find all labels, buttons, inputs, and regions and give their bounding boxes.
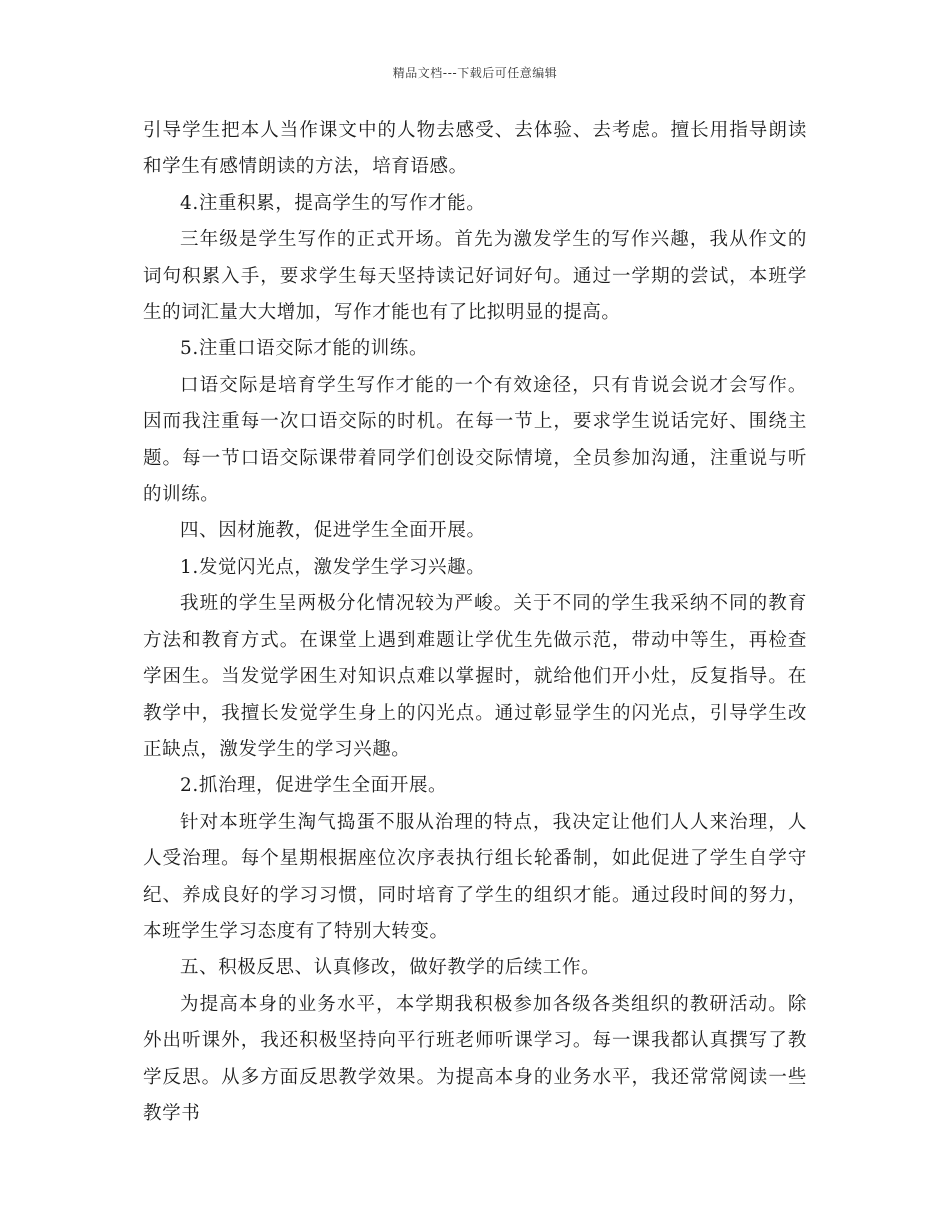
section-heading: 4.注重积累，提高学生的写作才能。 — [180, 192, 486, 214]
page-header: 精品文档---下载后可任意编辑 — [392, 66, 558, 80]
paragraph: 我班的学生呈两极分化情况较为严峻。关于不同的学生我采纳不同的教育方法和教育方式。在课堂上遇到难题让学优生先做示范，带动中等生，再检查学困生。当发觉学困生对知识点难以掌握时，就给他们开小灶，反复指导。在教学中，我擅长发觉学生身上的闪光点。通过彰显学生的闪光点，引导学生改正缺点，激发学生的学习兴趣。 — [143, 593, 807, 760]
document-body — [143, 113, 807, 1132]
paragraph: 口语交际是培育学生写作才能的一个有效途径，只有肯说会说才会写作。因而我注重每一次口语交际的时机。在每一节上，要求学生说话完好、围绕主题。每一节口语交际课带着同学们创设交际情境，全员参加沟通，注重说与听的训练。 — [143, 374, 807, 506]
paragraph: 三年级是学生写作的正式开场。首先为激发学生的写作兴趣，我从作文的词句积累入手，要求学生每天坚持读记好词好句。通过一学期的尝试，本班学生的词汇量大大增加，写作才能也有了比拟明显的提高。 — [143, 229, 807, 324]
paragraph: 为提高本身的业务水平，本学期我积极参加各级各类组织的教研活动。除外出听课外，我还积极坚持向平行班老师听课学习。每一课我都认真撰写了教学反思。从多方面反思教学效果。为提高本身的业务水平，我还常常阅读一些教学书 — [143, 993, 807, 1124]
paragraph: 引导学生把本人当作课文中的人物去感受、去体验、去考虑。擅长用指导朗读和学生有感情朗读的方法，培育语感。 — [143, 120, 807, 178]
section-heading: 五、积极反思、认真修改，做好教学的后续工作。 — [180, 957, 601, 979]
section-heading: 2.抓治理，促进学生全面开展。 — [180, 775, 448, 797]
section-heading: 1.发觉闪光点，激发学生学习兴趣。 — [180, 556, 486, 578]
paragraph: 针对本班学生淘气捣蛋不服从治理的特点，我决定让他们人人来治理，人人受治理。每个星期根据座位次序表执行组长轮番制，如此促进了学生自学守纪、养成良好的学习习惯，同时培育了学生的组织才能。通过段时间的努力，本班学生学习态度有了特别大转变。 — [143, 811, 807, 942]
section-heading: 5.注重口语交际才能的训练。 — [180, 338, 429, 360]
section-heading: 四、因材施教，促进学生全面开展。 — [180, 520, 486, 542]
